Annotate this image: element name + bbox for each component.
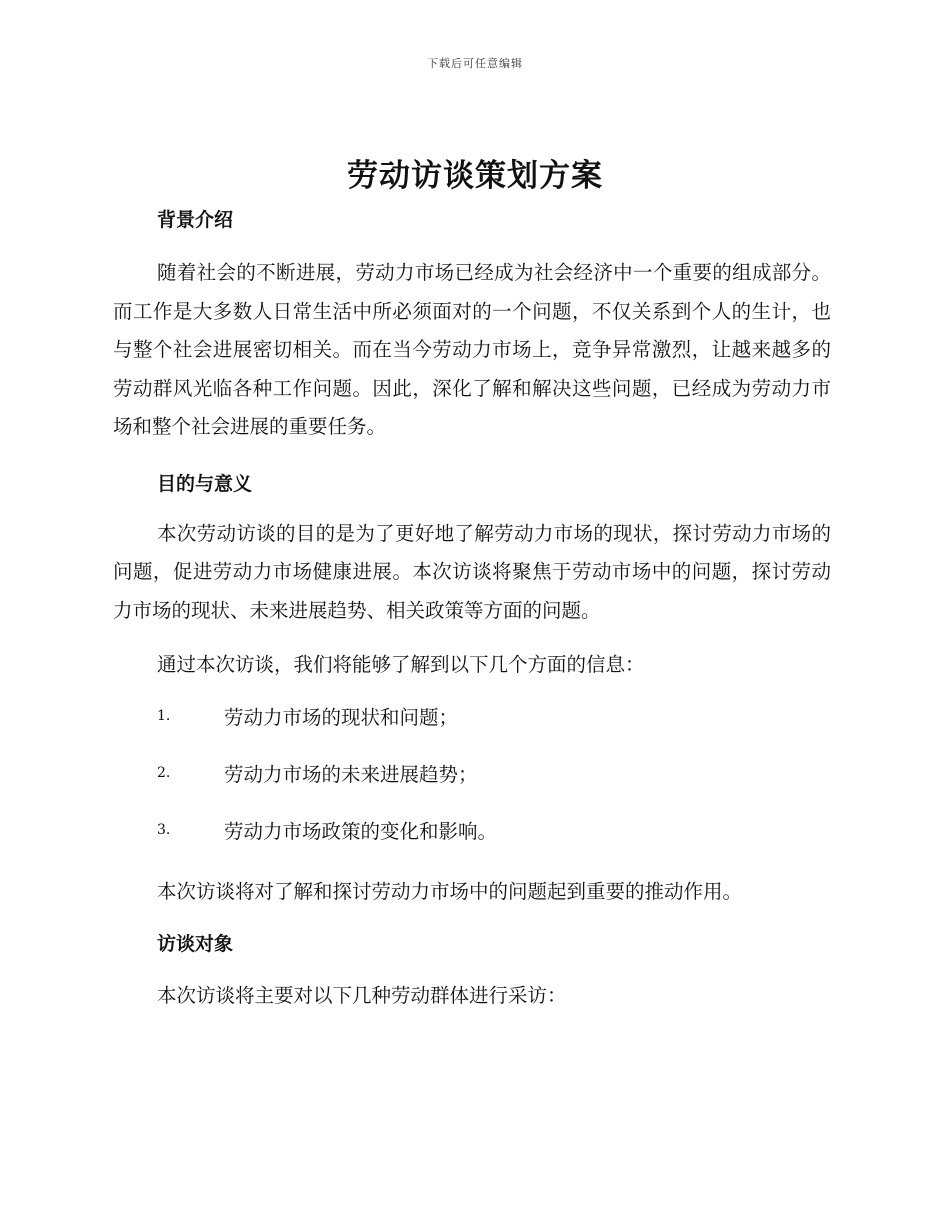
list-item — [113, 755, 831, 812]
background-paragraph: 随着社会的不断进展，劳动力市场已经成为社会经济中一个重要的组成部分。而工作是大多数人日常生活中所必须面对的一个问题，不仅关系到个人的生计，也与整个社会进展密切相关。而在当今劳动力市场上，竞争异常激烈，让越来越多的劳动群风光临各种工作问题。因此，深化了解和解决这些问题，已经成为劳动力市场和整个社会进展的重要任务。 — [113, 261, 831, 438]
list-item — [113, 812, 831, 869]
list-item — [113, 698, 831, 755]
info-list — [113, 698, 831, 869]
list-item-number: 2. — [157, 764, 171, 781]
list-item-number: 3. — [157, 821, 171, 838]
section-heading-background: 背景介绍 — [157, 209, 234, 231]
document-title: 劳动访谈策划方案 — [347, 158, 603, 194]
section-heading-subjects: 访谈对象 — [157, 933, 234, 955]
subjects-paragraph: 本次访谈将主要对以下几种劳动群体进行采访： — [157, 984, 567, 1007]
purpose-paragraph: 本次劳动访谈的目的是为了更好地了解劳动力市场的现状，探讨劳动力市场的问题，促进劳动力市场健康进展。本次访谈将聚焦于劳动市场中的问题，探讨劳动力市场的现状、未来进展趋势、相关政策等方面的问题。 — [113, 521, 831, 622]
header-note: 下载后可任意编辑 — [427, 57, 523, 70]
purpose-intro-paragraph: 通过本次访谈，我们将能够了解到以下几个方面的信息： — [157, 653, 645, 676]
purpose-closing-paragraph: 本次访谈将对了解和探讨劳动力市场中的问题起到重要的推动作用。 — [157, 879, 743, 903]
list-item-text: 劳动力市场的现状和问题； — [224, 705, 459, 729]
list-item-text: 劳动力市场的未来进展趋势； — [224, 762, 478, 786]
section-heading-purpose: 目的与意义 — [157, 472, 253, 495]
list-item-text: 劳动力市场政策的变化和影响。 — [224, 819, 498, 843]
document-body — [113, 203, 831, 1016]
list-item-number: 1. — [157, 707, 171, 724]
